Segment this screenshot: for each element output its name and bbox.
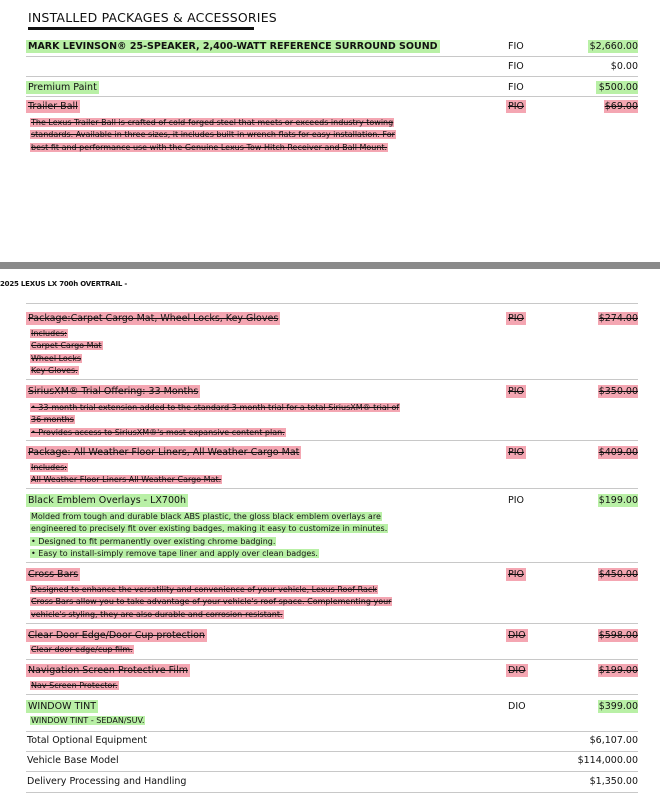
- item-name-mark-levinson: MARK LEVINSON® 25-SPEAKER, 2,400-WATT REFERENCE SURROUND SOUND: [28, 41, 438, 52]
- row-divider: [26, 659, 638, 660]
- row-divider: [26, 694, 638, 695]
- desc-line: Designed to enhance the versatility and convenience of your vehicle, Lexus Roof Rack: [31, 585, 377, 594]
- item-price: $199.00: [598, 665, 638, 676]
- row-divider: [26, 623, 638, 624]
- row-divider: [26, 56, 638, 57]
- title-underline: [28, 27, 254, 30]
- total-optional-value: $6,107.00: [589, 735, 638, 746]
- item-name-black-emblem: Black Emblem Overlays - LX700h: [28, 495, 187, 506]
- base-model-value: $114,000.00: [577, 755, 638, 766]
- item-description: [30, 328, 103, 377]
- item-name-siriusxm: SiriusXM® Trial Offering: 33 Months: [28, 386, 199, 397]
- model-heading: 2025 LEXUS LX 700h OVERTRAIL -: [0, 280, 128, 288]
- item-price: $69.00: [604, 101, 638, 112]
- item-description: [30, 584, 392, 621]
- item-name-door-edge: Clear Door Edge/Door Cup protection: [28, 630, 205, 641]
- desc-line: vehicle's styling, they are also durable and corrosion-resistant.: [31, 609, 283, 619]
- row-divider: [26, 440, 638, 441]
- item-code: DIO: [508, 701, 526, 712]
- item-description: [30, 680, 119, 692]
- desc-line: • Easy to install-simply remove tape liner and apply over clean badges.: [31, 548, 318, 558]
- desc-line: Cross Bars allow you to take advantage of your vehicle's roof space. Complementing your: [31, 597, 392, 607]
- desc-line: • Provides access to SiriusXM®'s most expansive content plan.: [31, 427, 285, 437]
- item-price: $274.00: [598, 313, 638, 324]
- row-divider: [26, 76, 638, 77]
- row-divider: [26, 792, 638, 793]
- item-price: $0.00: [610, 61, 638, 72]
- item-code: PIO: [508, 495, 525, 506]
- item-description: [30, 402, 400, 439]
- row-divider: [26, 488, 638, 489]
- item-code: PIO: [508, 386, 525, 397]
- item-price: $350.00: [598, 386, 638, 397]
- item-description: [30, 462, 222, 487]
- item-price: $598.00: [598, 630, 638, 641]
- item-price: $199.00: [598, 495, 638, 506]
- desc-line: best fit and performance use with the Genuine Lexus Tow Hitch Receiver and Ball Mount.: [31, 142, 388, 152]
- item-code: PIO: [508, 447, 525, 458]
- row-divider: [26, 751, 638, 752]
- item-code: FIO: [508, 61, 524, 72]
- base-model-label: Vehicle Base Model: [27, 755, 119, 766]
- item-name-cargo-package: Package:Carpet Cargo Mat, Wheel Locks, Key Gloves: [28, 313, 279, 324]
- desc-line: Includes:: [31, 463, 67, 472]
- item-price: $2,660.00: [589, 41, 638, 52]
- item-code: DIO: [508, 665, 526, 676]
- desc-line: Molded from tough and durable black ABS plastic, the gloss black emblem overlays are: [31, 512, 381, 521]
- item-name-nav-screen-film: Navigation Screen Protective Film: [28, 665, 188, 676]
- section-title: INSTALLED PACKAGES & ACCESSORIES: [28, 10, 277, 25]
- item-name-window-tint: WINDOW TINT: [28, 701, 97, 712]
- item-price: $500.00: [596, 81, 638, 94]
- item-name-cross-bars: Cross Bars: [28, 569, 79, 580]
- item-description: [30, 511, 388, 560]
- row-divider: [26, 96, 638, 97]
- row-divider: [26, 562, 638, 563]
- desc-line: Nav Screen Protector.: [31, 681, 118, 690]
- row-divider: [26, 379, 638, 380]
- item-description: [30, 715, 145, 727]
- desc-line: • 33-month trial extension added to the standard 3-month trial for a total SiriusXM® trial of: [31, 403, 400, 412]
- item-name-premium-paint: Premium Paint: [28, 82, 97, 93]
- item-code: FIO: [508, 41, 524, 52]
- item-name-trailer-ball: Trailer Ball: [28, 101, 78, 112]
- desc-line: Includes:: [31, 329, 67, 338]
- delivery-label: Delivery Processing and Handling: [27, 776, 187, 787]
- desc-line: Wheel Locks: [31, 353, 81, 363]
- desc-line: WINDOW TINT - SEDAN/SUV.: [31, 716, 145, 725]
- row-divider: [26, 303, 638, 304]
- desc-line: All Weather Floor Liners All Weather Cargo Mat.: [31, 475, 222, 485]
- item-description: [30, 117, 396, 154]
- item-name-all-weather-package: Package: All Weather Floor Liners, All Weather Cargo Mat: [28, 447, 300, 458]
- item-code: FIO: [508, 82, 524, 93]
- row-divider: [26, 771, 638, 772]
- desc-line: The Lexus Trailer Ball is crafted of cold-forged steel that meets or exceeds industry towing: [31, 118, 394, 127]
- item-description: [30, 644, 134, 656]
- delivery-value: $1,350.00: [589, 776, 638, 787]
- total-optional-label: Total Optional Equipment: [27, 735, 147, 746]
- desc-line: • Designed to fit permanently over existing chrome badging.: [31, 536, 276, 546]
- item-price: $450.00: [598, 569, 638, 580]
- item-code: PIO: [508, 101, 525, 112]
- desc-line: standards. Available in three sizes, it includes built-in wrench flats for easy installation. For: [31, 130, 395, 140]
- desc-line: Clear door edge/cup film.: [31, 645, 133, 654]
- desc-line: Key Gloves.: [31, 365, 78, 375]
- desc-line: 36 months: [31, 415, 74, 425]
- desc-line: Carpet Cargo Mat: [31, 341, 102, 351]
- item-code: PIO: [508, 313, 525, 324]
- item-code: DIO: [508, 630, 526, 641]
- item-price: $399.00: [598, 701, 638, 712]
- row-divider: [26, 731, 638, 732]
- page-break-band: [0, 262, 660, 269]
- item-price: $409.00: [598, 447, 638, 458]
- item-code: PIO: [508, 569, 525, 580]
- desc-line: engineered to precisely fit over existing badges, making it easy to customize in minutes.: [31, 524, 388, 534]
